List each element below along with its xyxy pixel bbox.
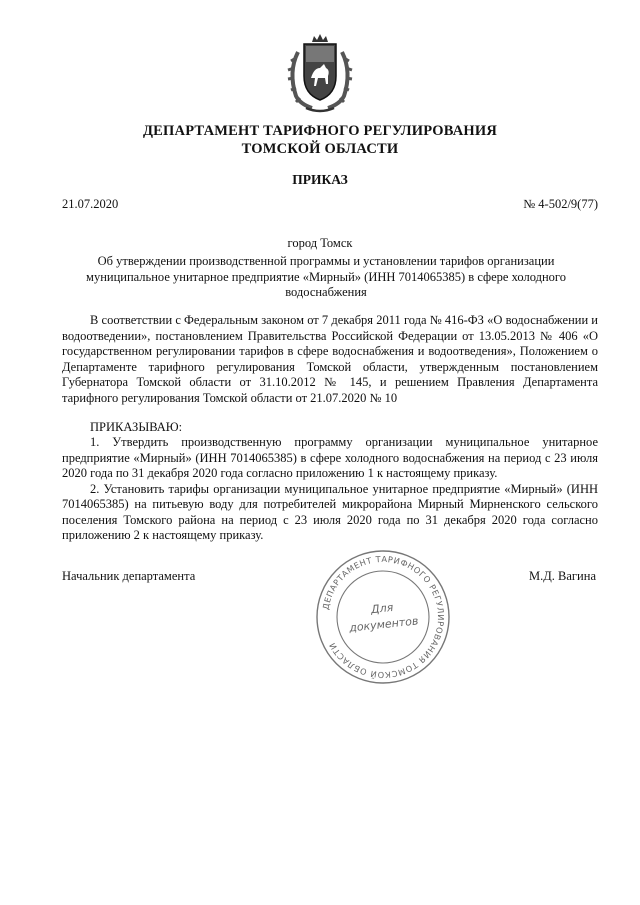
order-item-2: 2. Установить тарифы организации муниципальное унитарное предприятие «Мирный» (ИНН 7014065385) на питьевую воду для потребителей микрорайона Мирный Мирненского сельского поселения Томского района на период с 23 июля 2020 года по 31 декабря 2020 года согласно приложению 2 к настоящему приказу. — [62, 481, 598, 542]
document-type: ПРИКАЗ — [292, 172, 348, 187]
official-seal-stamp — [314, 548, 452, 686]
department-title-line1: ДЕПАРТАМЕНТ ТАРИФНОГО РЕГУЛИРОВАНИЯ — [143, 123, 497, 139]
preamble-paragraph: В соответствии с Федеральным законом от 7 декабря 2011 года № 416-ФЗ «О водоснабжении и водоотведении», постановлением Правительства Российской Федерации от 13.05.2013 № 406 «О государственном регулировании тарифов в сфере водоснабжения и водоотведения», Положением о Департаменте тарифного регулирования Томской области, утвержденным постановлением Губернатора Томской области от 31.10.2012 № 145, и решением Правления Департамента тарифного регулирования Томской области от 21.07.2020 № 10 — [62, 313, 598, 405]
seal-center-line2: документов — [348, 614, 419, 635]
order-items — [62, 435, 598, 544]
signatory-name: М.Д. Вагина — [529, 569, 596, 583]
signatory-position: Начальник департамента — [62, 569, 196, 583]
city: город Томск — [287, 236, 353, 250]
preamble — [62, 313, 598, 406]
order-date: 21.07.2020 — [62, 197, 119, 211]
department-title — [0, 122, 640, 158]
order-subject: Об утверждении производственной программы и установлении тарифов организации муниципальное унитарное предприятие «Мирный» (ИНН 7014065385) в сфере холодного водоснабжения — [86, 254, 566, 299]
department-title-line2: ТОМСКОЙ ОБЛАСТИ — [241, 141, 399, 157]
seal-center-line1: Для — [370, 600, 394, 617]
coat-of-arms-icon — [284, 32, 356, 114]
order-item-1: 1. Утвердить производственную программу организации муниципальное унитарное предприятие «Мирный» (ИНН 7014065385) в сфере холодного водоснабжения на период с 23 июля 2020 года по 31 декабря 2020 года согласно приложению 1 к настоящему приказу. — [62, 435, 598, 480]
order-number: № 4-502/9(77) — [523, 197, 598, 211]
seal-ring-text: ДЕПАРТАМЕНТ ТАРИФНОГО РЕГУЛИРОВАНИЯ ТОМСКОЙ ОБЛАСТИ — [320, 553, 447, 681]
prikazyvayu-heading: ПРИКАЗЫВАЮ: — [90, 420, 183, 434]
